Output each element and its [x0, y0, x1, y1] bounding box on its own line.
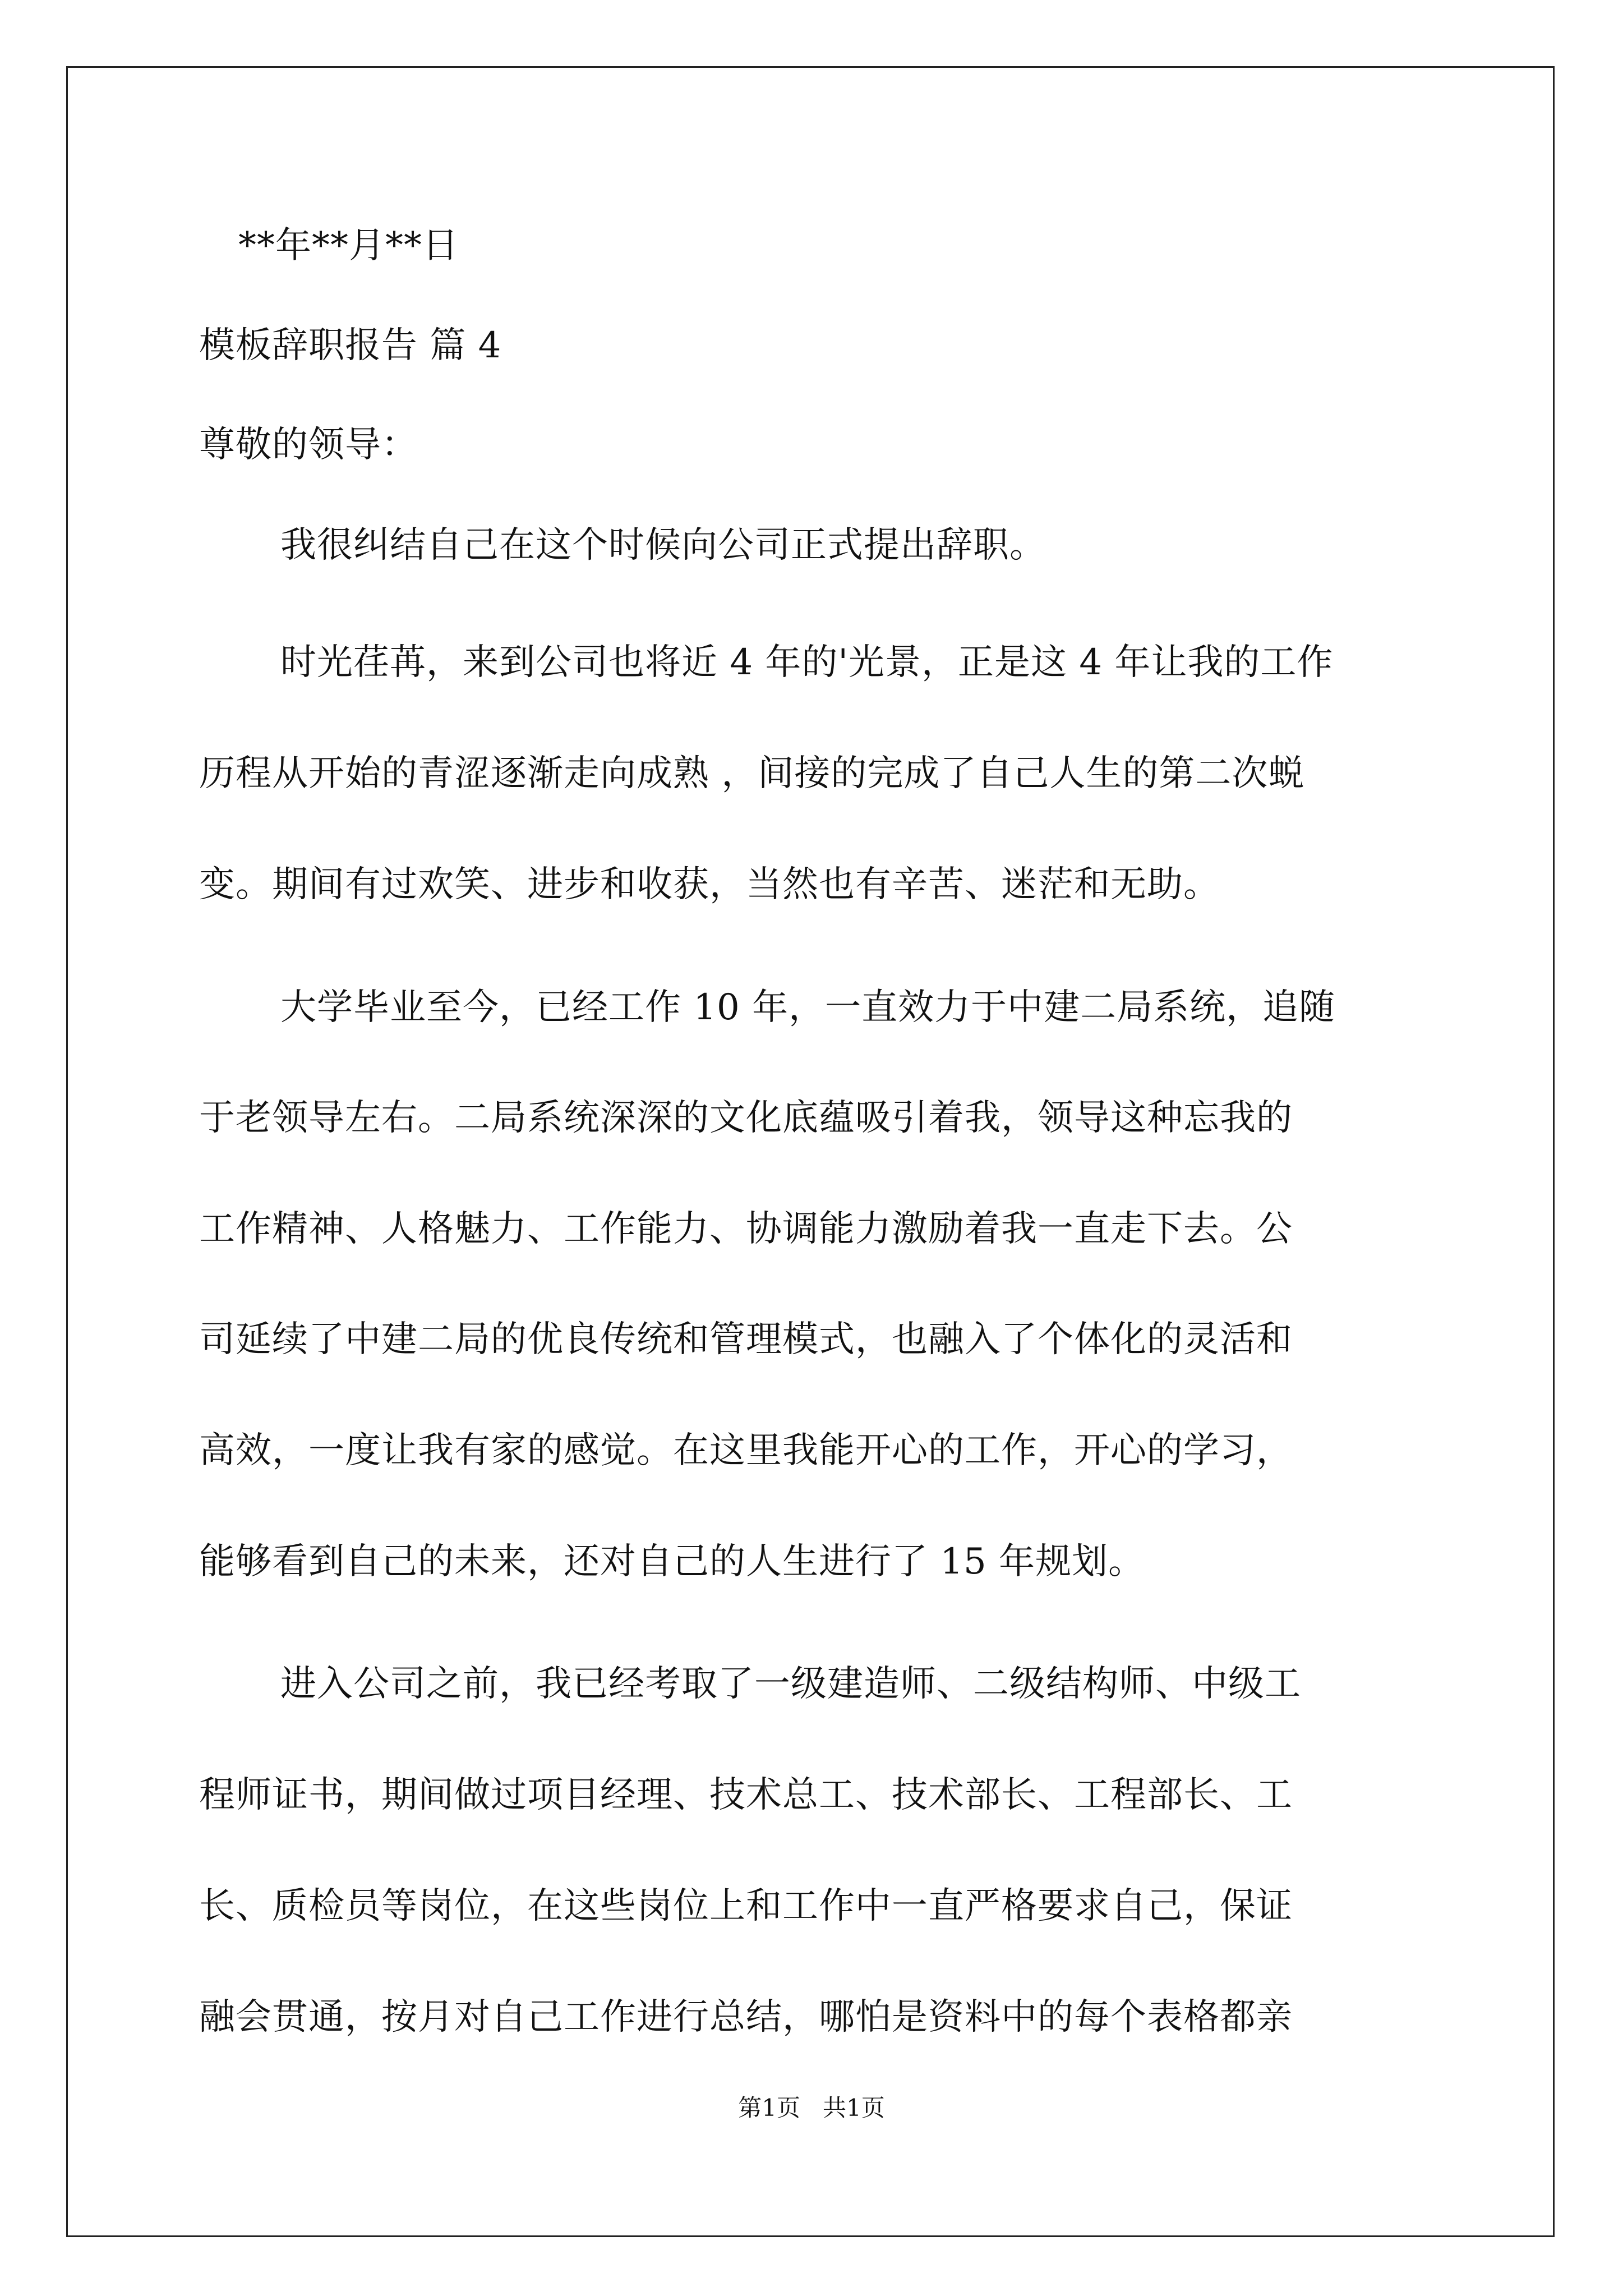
date-line: **年**月**日	[238, 225, 459, 266]
body-line: 程师证书，期间做过项目经理、技术总工、技术部长、工程部长、工	[199, 1774, 1293, 1816]
body-line: 工作精神、人格魅力、工作能力、协调能力激励着我一直走下去。公	[199, 1208, 1293, 1250]
body-line: 变。期间有过欢笑、进步和收获，当然也有辛苦、迷茫和无助。	[199, 864, 1220, 905]
page-footer: 第1页 共1页	[738, 2094, 885, 2122]
body-line: 进入公司之前，我已经考取了一级建造师、二级结构师、中级工	[280, 1663, 1301, 1705]
body-line: 高效，一度让我有家的感觉。在这里我能开心的工作，开心的学习，	[199, 1430, 1293, 1471]
body-line: 历程从开始的青涩逐渐走向成熟 ，间接的完成了自己人生的第二次蜕	[199, 753, 1305, 794]
body-line: 长、质检员等岗位，在这些岗位上和工作中一直严格要求自己，保证	[199, 1885, 1293, 1927]
body-line: 于老领导左右。二局系统深深的文化底蕴吸引着我，领导这种忘我的	[199, 1097, 1293, 1139]
salutation: 尊敬的领导：	[199, 424, 418, 466]
body-line: 时光荏苒，来到公司也将近 4 年的'光景，正是这 4 年让我的工作	[280, 642, 1334, 683]
body-line: 我很纠结自己在这个时候向公司正式提出辞职。	[280, 524, 1046, 566]
document-heading: 模板辞职报告 篇 4	[199, 325, 502, 366]
body-line: 融会贯通，按月对自己工作进行总结，哪怕是资料中的每个表格都亲	[199, 1996, 1293, 2038]
body-line: 司延续了中建二局的优良传统和管理模式，也融入了个体化的灵活和	[199, 1319, 1293, 1360]
body-line: 大学毕业至今，已经工作 10 年，一直效力于中建二局系统，追随	[280, 987, 1336, 1028]
body-line: 能够看到自己的未来，还对自己的人生进行了 15 年规划。	[199, 1541, 1145, 1582]
